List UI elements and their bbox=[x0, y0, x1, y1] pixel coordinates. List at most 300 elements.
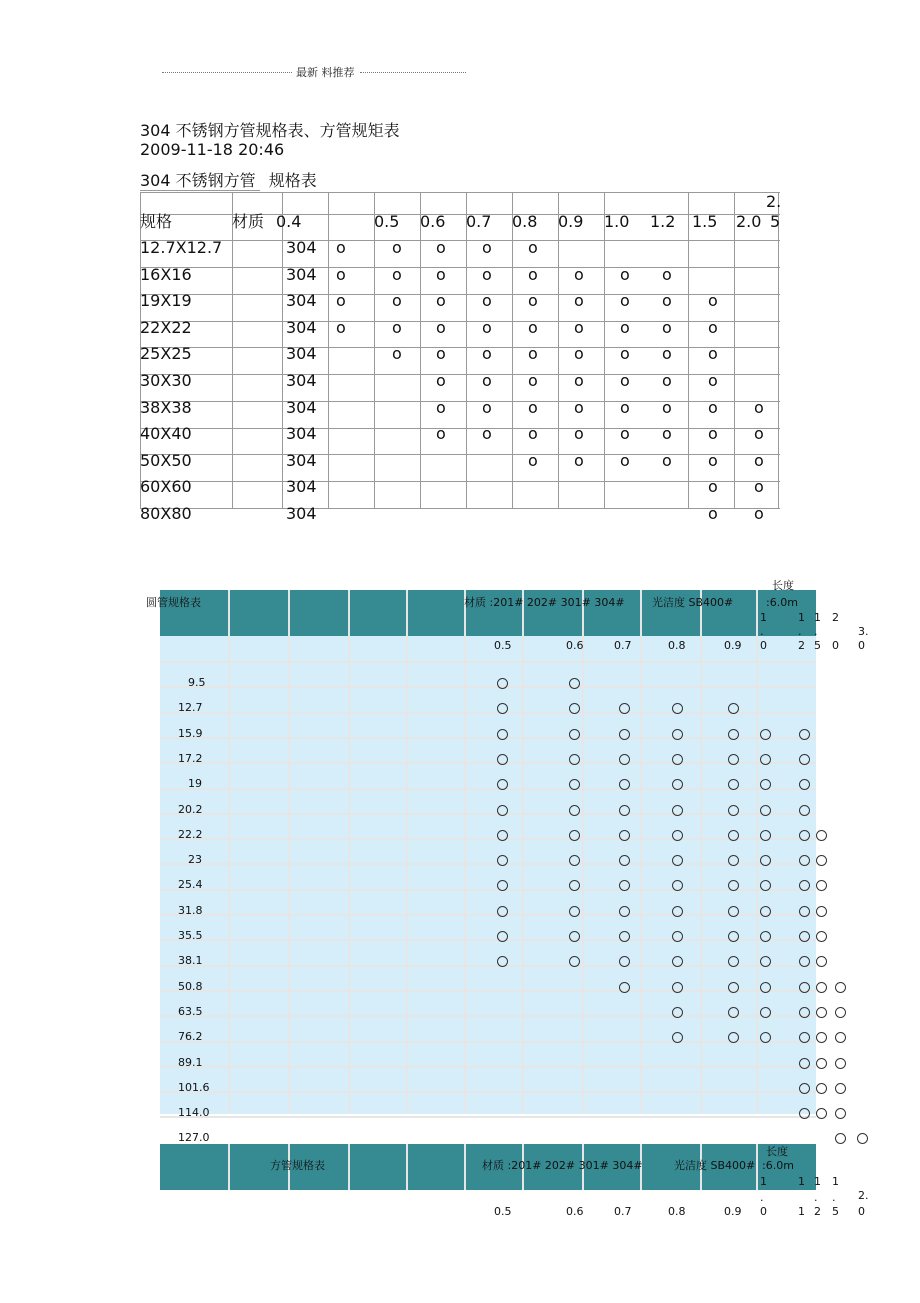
row-spec: 12.7X12.7 bbox=[140, 238, 223, 257]
availability-mark: o bbox=[336, 291, 346, 311]
round-table-od: 19 bbox=[188, 777, 202, 791]
availability-mark: o bbox=[528, 291, 538, 311]
grid-row-line bbox=[160, 939, 816, 941]
availability-mark: o bbox=[574, 291, 584, 311]
grid-row-line bbox=[160, 838, 816, 840]
round-table-thickness-top: 1 bbox=[760, 611, 767, 624]
availability-mark: o bbox=[482, 264, 492, 284]
round-table-thickness-bottom: 0 bbox=[832, 639, 839, 652]
square-table-2-thickness-mid: . bbox=[814, 1191, 818, 1204]
availability-mark: o bbox=[620, 317, 630, 337]
availability-circle bbox=[816, 1007, 827, 1018]
row-spec: 60X60 bbox=[140, 477, 192, 497]
availability-circle bbox=[835, 1133, 846, 1144]
header-thickness: 0.4 bbox=[276, 212, 302, 231]
availability-circle bbox=[816, 1083, 827, 1094]
availability-mark: o bbox=[708, 450, 718, 470]
page-title: 304 不锈钢方管规格表、方管规矩表 bbox=[140, 121, 400, 140]
availability-circle bbox=[569, 830, 580, 841]
grid-row-line bbox=[160, 1091, 816, 1093]
availability-circle bbox=[619, 805, 630, 816]
availability-mark: o bbox=[436, 238, 446, 257]
row-material: 304 bbox=[286, 504, 317, 523]
square-table-2-thickness-bottom: 2 bbox=[814, 1205, 821, 1218]
round-table-thickness-bottom: 2 bbox=[798, 639, 805, 652]
availability-circle bbox=[799, 931, 810, 942]
round-table-thickness: 0.7 bbox=[614, 639, 632, 652]
round-table-thickness: 0.6 bbox=[566, 639, 584, 652]
availability-mark: o bbox=[662, 397, 672, 417]
availability-circle bbox=[569, 805, 580, 816]
grid-row-line bbox=[160, 712, 816, 714]
grid-col-line bbox=[522, 590, 524, 1114]
availability-circle bbox=[816, 830, 827, 841]
availability-mark: o bbox=[662, 291, 672, 311]
availability-mark: o bbox=[528, 317, 538, 337]
header-thickness-bottom: 5 bbox=[770, 212, 781, 231]
header-thickness: 0.6 bbox=[420, 212, 446, 231]
availability-mark: o bbox=[662, 424, 672, 444]
row-spec: 16X16 bbox=[140, 264, 192, 284]
grid-row-line bbox=[160, 737, 816, 739]
round-table-od: 50.8 bbox=[178, 979, 203, 993]
availability-circle bbox=[760, 754, 771, 765]
availability-mark: o bbox=[392, 291, 402, 311]
row-spec: 19X19 bbox=[140, 291, 192, 311]
header-thickness: 1.5 bbox=[692, 212, 718, 231]
availability-circle bbox=[569, 906, 580, 917]
square-table-2-thickness-bottom: 1 bbox=[798, 1205, 805, 1218]
round-table-thickness-top: 1 bbox=[814, 611, 821, 624]
availability-mark: o bbox=[620, 264, 630, 284]
grid-row-line bbox=[160, 965, 816, 967]
availability-circle bbox=[672, 982, 683, 993]
grid-row-line bbox=[160, 1116, 816, 1118]
availability-circle bbox=[619, 830, 630, 841]
availability-circle bbox=[619, 982, 630, 993]
availability-circle bbox=[569, 931, 580, 942]
grid-col-line bbox=[756, 1144, 758, 1190]
availability-circle bbox=[672, 830, 683, 841]
grid-row-line bbox=[160, 863, 816, 865]
grid-row-line bbox=[140, 481, 780, 482]
availability-mark: o bbox=[620, 371, 630, 390]
availability-circle bbox=[619, 931, 630, 942]
availability-circle bbox=[619, 754, 630, 765]
header-thickness-top: 2. bbox=[766, 192, 782, 211]
availability-circle bbox=[569, 678, 580, 689]
availability-circle bbox=[728, 830, 739, 841]
row-material: 304 bbox=[286, 371, 317, 390]
header-material: 材质 bbox=[232, 212, 265, 231]
availability-circle bbox=[728, 805, 739, 816]
round-table-length-value: :6.0m bbox=[766, 596, 798, 609]
round-table-length-label: 长度 bbox=[772, 579, 794, 592]
availability-mark: o bbox=[708, 317, 718, 337]
square-pipe-table bbox=[140, 192, 782, 523]
row-spec: 50X50 bbox=[140, 450, 192, 470]
round-table-thickness-top: 2 bbox=[832, 611, 839, 624]
grid-col-line bbox=[348, 1144, 350, 1190]
row-material: 304 bbox=[286, 450, 317, 470]
availability-mark: o bbox=[574, 450, 584, 470]
availability-mark: o bbox=[620, 424, 630, 444]
header-thickness: 0.5 bbox=[374, 212, 400, 231]
availability-mark: o bbox=[528, 264, 538, 284]
availability-circle bbox=[799, 805, 810, 816]
square-table-2-thickness-bottom: 0 bbox=[858, 1205, 865, 1218]
availability-circle bbox=[816, 1058, 827, 1069]
availability-circle bbox=[672, 729, 683, 740]
square-table-2-thickness-mid: . bbox=[760, 1191, 764, 1204]
round-table-od: 20.2 bbox=[178, 802, 203, 816]
round-table-thickness-mid: . bbox=[798, 625, 802, 638]
row-spec: 22X22 bbox=[140, 317, 192, 337]
availability-circle bbox=[569, 754, 580, 765]
grid-col-line bbox=[464, 1144, 466, 1190]
round-table-thickness-bottom: 5 bbox=[814, 639, 821, 652]
square-table-title-part2: 规格表 bbox=[268, 171, 317, 190]
grid-row-line bbox=[140, 347, 780, 348]
availability-circle bbox=[619, 906, 630, 917]
grid-col-line bbox=[406, 590, 408, 1114]
row-material: 304 bbox=[286, 264, 317, 284]
availability-circle bbox=[857, 1133, 868, 1144]
round-table-od: 114.0 bbox=[178, 1106, 210, 1120]
square-table-2-length-value: :6.0m bbox=[762, 1159, 794, 1172]
availability-mark: o bbox=[528, 344, 538, 364]
square-table-2-thickness-top: 2. bbox=[858, 1189, 869, 1202]
grid-row-line bbox=[140, 374, 780, 375]
square-table-2-thickness-top: 1 bbox=[798, 1175, 805, 1188]
round-table-thickness-top: 1 bbox=[798, 611, 805, 624]
round-table-material: 材质 :201# 202# 301# 304# bbox=[464, 596, 625, 609]
page-date: 2009-11-18 20:46 bbox=[140, 140, 285, 159]
square-table-title bbox=[140, 168, 317, 191]
round-table-od: 89.1 bbox=[178, 1055, 203, 1069]
availability-circle bbox=[497, 931, 508, 942]
grid-row-line bbox=[160, 813, 816, 815]
round-table-od: 15.9 bbox=[178, 726, 203, 740]
availability-circle bbox=[760, 729, 771, 740]
availability-circle bbox=[760, 830, 771, 841]
header-spec: 规格 bbox=[140, 212, 173, 231]
grid-row-line bbox=[140, 401, 780, 402]
grid-row-line bbox=[160, 889, 816, 891]
grid-col-line bbox=[228, 1144, 230, 1190]
grid-row-line bbox=[160, 762, 816, 764]
availability-mark: o bbox=[662, 344, 672, 364]
grid-col-line bbox=[640, 590, 642, 1114]
square-table-2-thickness: 0.6 bbox=[566, 1205, 584, 1218]
availability-mark: o bbox=[620, 291, 630, 311]
availability-circle bbox=[835, 1058, 846, 1069]
round-table-thickness: 0.9 bbox=[724, 639, 742, 652]
availability-mark: o bbox=[528, 397, 538, 417]
availability-mark: o bbox=[708, 291, 718, 311]
availability-circle bbox=[760, 931, 771, 942]
availability-mark: o bbox=[620, 344, 630, 364]
grid-col-line bbox=[464, 590, 466, 1114]
round-table-od: 31.8 bbox=[178, 903, 203, 917]
square-table-title-part1: 304 不锈钢方管 bbox=[140, 171, 260, 191]
row-spec: 80X80 bbox=[140, 504, 192, 523]
availability-mark: o bbox=[336, 264, 346, 284]
availability-mark: o bbox=[528, 371, 538, 390]
round-table-thickness-mid: . bbox=[814, 625, 818, 638]
grid-col-line bbox=[228, 590, 230, 1114]
grid-col-line bbox=[348, 590, 350, 1114]
round-table-thickness-bottom: 0 bbox=[760, 639, 767, 652]
header-thickness: 0.7 bbox=[466, 212, 492, 231]
header-thickness: 1.2 bbox=[650, 212, 676, 231]
round-table-od: 76.2 bbox=[178, 1030, 203, 1044]
grid-row-line bbox=[160, 914, 816, 916]
grid-row-line bbox=[160, 990, 816, 992]
row-material: 304 bbox=[286, 397, 317, 417]
header-text: 最新 料推荐 bbox=[296, 66, 355, 79]
availability-circle bbox=[672, 931, 683, 942]
grid-row-line bbox=[140, 428, 780, 429]
availability-mark: o bbox=[482, 291, 492, 311]
availability-circle bbox=[816, 931, 827, 942]
availability-mark: o bbox=[436, 371, 446, 390]
grid-row-line bbox=[160, 686, 816, 688]
grid-row-line bbox=[140, 294, 780, 295]
header-thickness: 1.0 bbox=[604, 212, 630, 231]
round-table-od: 35.5 bbox=[178, 929, 203, 942]
grid-col-line bbox=[288, 590, 290, 1114]
round-table-thickness: 0.5 bbox=[494, 639, 512, 652]
square-table-2-length-label: 长度 bbox=[766, 1145, 788, 1158]
availability-mark: o bbox=[482, 344, 492, 364]
availability-circle bbox=[799, 754, 810, 765]
availability-mark: o bbox=[754, 477, 764, 497]
round-table-thickness-top: 3. bbox=[858, 625, 869, 638]
availability-circle bbox=[799, 1058, 810, 1069]
grid-row-line bbox=[140, 454, 780, 455]
header-thickness: 0.9 bbox=[558, 212, 584, 231]
availability-mark: o bbox=[392, 317, 402, 337]
availability-mark: o bbox=[574, 264, 584, 284]
availability-circle bbox=[497, 678, 508, 689]
availability-circle bbox=[569, 729, 580, 740]
availability-mark: o bbox=[436, 397, 446, 417]
round-table-od: 101.6 bbox=[178, 1080, 210, 1094]
square-table-2-thickness-bottom: 5 bbox=[832, 1205, 839, 1218]
availability-circle bbox=[672, 754, 683, 765]
availability-mark: o bbox=[708, 504, 718, 523]
availability-circle bbox=[497, 754, 508, 765]
availability-mark: o bbox=[708, 344, 718, 364]
square-table-2-thickness: 0.8 bbox=[668, 1205, 686, 1218]
availability-mark: o bbox=[436, 291, 446, 311]
round-table-thickness: 0.8 bbox=[668, 639, 686, 652]
grid-col-line bbox=[700, 590, 702, 1114]
round-table-od: 25.4 bbox=[178, 878, 203, 892]
availability-circle bbox=[835, 1108, 846, 1119]
availability-mark: o bbox=[392, 238, 402, 257]
availability-circle bbox=[728, 982, 739, 993]
round-table-title: 圆管规格表 bbox=[146, 596, 201, 609]
round-table-od: 63.5 bbox=[178, 1004, 203, 1018]
availability-mark: o bbox=[482, 424, 492, 444]
availability-mark: o bbox=[620, 450, 630, 470]
availability-circle bbox=[816, 880, 827, 891]
availability-circle bbox=[760, 982, 771, 993]
row-spec: 38X38 bbox=[140, 397, 192, 417]
availability-mark: o bbox=[528, 238, 538, 257]
availability-mark: o bbox=[708, 397, 718, 417]
availability-mark: o bbox=[754, 397, 764, 417]
grid-col-line bbox=[582, 590, 584, 1114]
availability-mark: o bbox=[574, 317, 584, 337]
availability-mark: o bbox=[708, 424, 718, 444]
availability-circle bbox=[728, 729, 739, 740]
square-table-2-thickness: 0.5 bbox=[494, 1205, 512, 1218]
availability-mark: o bbox=[662, 450, 672, 470]
availability-mark: o bbox=[754, 450, 764, 470]
grid-col-line bbox=[756, 590, 758, 1114]
availability-mark: o bbox=[574, 344, 584, 364]
availability-mark: o bbox=[482, 238, 492, 257]
availability-mark: o bbox=[436, 424, 446, 444]
square-table-2-thickness-mid: . bbox=[832, 1191, 836, 1204]
availability-circle bbox=[835, 1032, 846, 1043]
row-spec: 40X40 bbox=[140, 424, 192, 444]
availability-circle bbox=[760, 805, 771, 816]
row-material: 304 bbox=[286, 317, 317, 337]
header-thickness: 2.0 bbox=[736, 212, 762, 231]
square-table-2-thickness: 0.7 bbox=[614, 1205, 632, 1218]
round-table-od: 23 bbox=[188, 853, 202, 867]
availability-mark: o bbox=[336, 317, 346, 337]
square-table-2-thickness-top: 1 bbox=[814, 1175, 821, 1188]
grid-row-line bbox=[140, 508, 780, 509]
grid-row-line bbox=[160, 788, 816, 790]
square-table-2-title: 方管规格表 bbox=[270, 1159, 325, 1172]
round-table-od: 38.1 bbox=[178, 954, 203, 968]
availability-circle bbox=[728, 906, 739, 917]
availability-mark: o bbox=[528, 450, 538, 470]
availability-mark: o bbox=[662, 264, 672, 284]
square-table-2-thickness-top: 1 bbox=[760, 1175, 767, 1188]
availability-mark: o bbox=[482, 397, 492, 417]
row-material: 304 bbox=[286, 477, 317, 497]
availability-circle bbox=[728, 754, 739, 765]
square-table-2-thickness-top: 1 bbox=[832, 1175, 839, 1188]
availability-circle bbox=[799, 729, 810, 740]
availability-circle bbox=[497, 805, 508, 816]
availability-circle bbox=[672, 1007, 683, 1018]
square-table-2-thickness: 0.9 bbox=[724, 1205, 742, 1218]
availability-circle bbox=[497, 729, 508, 740]
grid-row-line bbox=[140, 240, 780, 241]
availability-circle bbox=[799, 830, 810, 841]
grid-row-line bbox=[160, 1041, 816, 1043]
round-table-thickness-mid: . bbox=[760, 625, 764, 638]
availability-circle bbox=[497, 830, 508, 841]
row-spec: 25X25 bbox=[140, 344, 192, 364]
availability-circle bbox=[816, 1108, 827, 1119]
row-spec: 30X30 bbox=[140, 371, 192, 390]
availability-circle bbox=[835, 1083, 846, 1094]
availability-circle bbox=[760, 906, 771, 917]
availability-mark: o bbox=[482, 371, 492, 390]
round-table-thickness-bottom: 0 bbox=[858, 639, 865, 652]
availability-circle bbox=[672, 906, 683, 917]
availability-circle bbox=[799, 1007, 810, 1018]
availability-circle bbox=[816, 982, 827, 993]
grid-col-line bbox=[406, 1144, 408, 1190]
availability-circle bbox=[728, 1007, 739, 1018]
availability-circle bbox=[799, 982, 810, 993]
availability-mark: o bbox=[528, 424, 538, 444]
availability-circle bbox=[816, 1032, 827, 1043]
availability-circle bbox=[799, 1083, 810, 1094]
row-material: 304 bbox=[286, 238, 317, 257]
availability-circle bbox=[816, 855, 827, 866]
row-material: 304 bbox=[286, 291, 317, 311]
grid-row-line bbox=[140, 321, 780, 322]
availability-mark: o bbox=[436, 264, 446, 284]
availability-mark: o bbox=[392, 264, 402, 284]
availability-mark: o bbox=[574, 371, 584, 390]
availability-mark: o bbox=[620, 397, 630, 417]
square-table-2-finish: 光洁度 SB400# bbox=[674, 1159, 756, 1172]
availability-circle bbox=[760, 1007, 771, 1018]
round-table-od: 127.0 bbox=[178, 1131, 210, 1145]
grid-row-line bbox=[160, 1015, 816, 1017]
availability-mark: o bbox=[754, 504, 764, 523]
availability-mark: o bbox=[574, 424, 584, 444]
availability-mark: o bbox=[436, 344, 446, 364]
square-table-2-material: 材质 :201# 202# 301# 304# bbox=[482, 1159, 643, 1172]
availability-mark: o bbox=[574, 397, 584, 417]
availability-mark: o bbox=[436, 317, 446, 337]
availability-circle bbox=[497, 906, 508, 917]
round-table-od: 22.2 bbox=[178, 827, 203, 841]
availability-circle bbox=[816, 906, 827, 917]
availability-mark: o bbox=[662, 371, 672, 390]
grid-row-line bbox=[140, 267, 780, 268]
availability-circle bbox=[835, 1007, 846, 1018]
availability-mark: o bbox=[392, 344, 402, 364]
availability-mark: o bbox=[662, 317, 672, 337]
grid-row-line bbox=[160, 661, 816, 663]
header-line-left bbox=[162, 72, 292, 73]
availability-mark: o bbox=[754, 424, 764, 444]
round-table-od: 12.7 bbox=[178, 701, 203, 715]
row-material: 304 bbox=[286, 424, 317, 444]
availability-mark: o bbox=[708, 477, 718, 497]
round-table-finish: 光洁度 SB400# bbox=[652, 596, 734, 609]
availability-mark: o bbox=[336, 238, 346, 257]
row-material: 304 bbox=[286, 344, 317, 364]
availability-circle bbox=[799, 906, 810, 917]
availability-mark: o bbox=[708, 371, 718, 390]
grid-row-line bbox=[140, 192, 780, 193]
square-table-2-thickness-bottom: 0 bbox=[760, 1205, 767, 1218]
header-line-right bbox=[360, 72, 466, 73]
round-table-od: 17.2 bbox=[178, 751, 203, 765]
availability-circle bbox=[619, 729, 630, 740]
availability-mark: o bbox=[482, 317, 492, 337]
grid-row-line bbox=[160, 1066, 816, 1068]
availability-circle bbox=[728, 931, 739, 942]
header-thickness: 0.8 bbox=[512, 212, 538, 231]
availability-circle bbox=[816, 956, 827, 967]
